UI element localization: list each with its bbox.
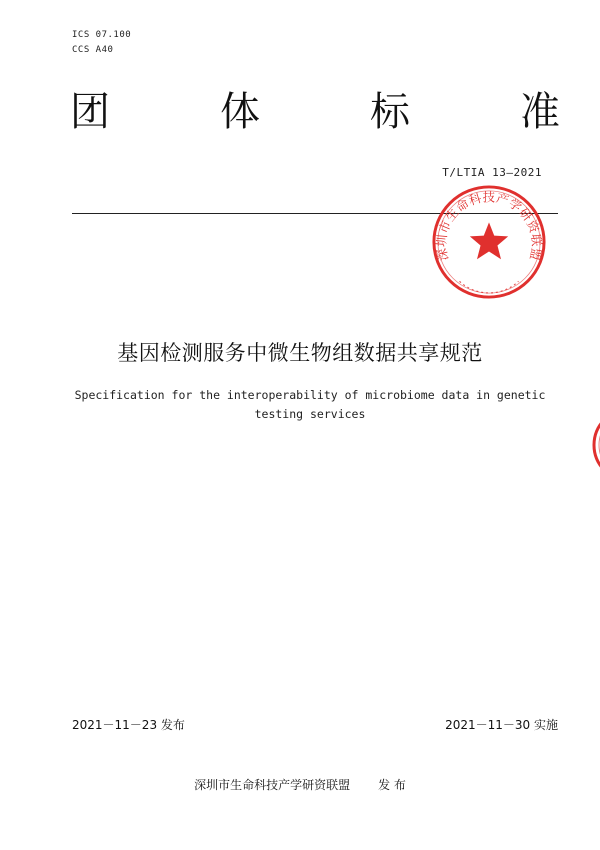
issue-date: 2021－11－23 发布: [72, 718, 185, 732]
heading-char-2: 体: [220, 89, 260, 135]
partial-seal-edge-icon: [590, 405, 600, 485]
document-title-cn: 基因检测服务中微生物组数据共享规范: [117, 341, 483, 365]
implementation-date: 2021－11－30 实施: [445, 718, 558, 732]
publisher-name: 深圳市生命科技产学研资联盟: [194, 778, 351, 792]
svg-text:深圳市生命科技产学研资联盟: 深圳市生命科技产学研资联盟: [434, 190, 544, 262]
standard-number: T/LTIA 13—2021: [442, 166, 542, 179]
heading-char-1: 团: [70, 89, 110, 135]
title-en-line-2: testing services: [254, 407, 366, 421]
document-title-en: [60, 386, 560, 424]
official-seal-icon: [430, 183, 548, 301]
publisher-line: [0, 776, 600, 793]
heading-char-3: 标: [370, 89, 410, 135]
title-en-line-1: Specification for the interoperability of microbiome data in genetic: [74, 388, 546, 402]
publish-word: 发 布: [378, 778, 406, 792]
group-standard-heading: [70, 89, 560, 135]
ics-code: ICS 07.100: [72, 30, 132, 40]
ccs-code: CCS A40: [72, 45, 114, 55]
heading-char-4: 准: [520, 89, 560, 135]
